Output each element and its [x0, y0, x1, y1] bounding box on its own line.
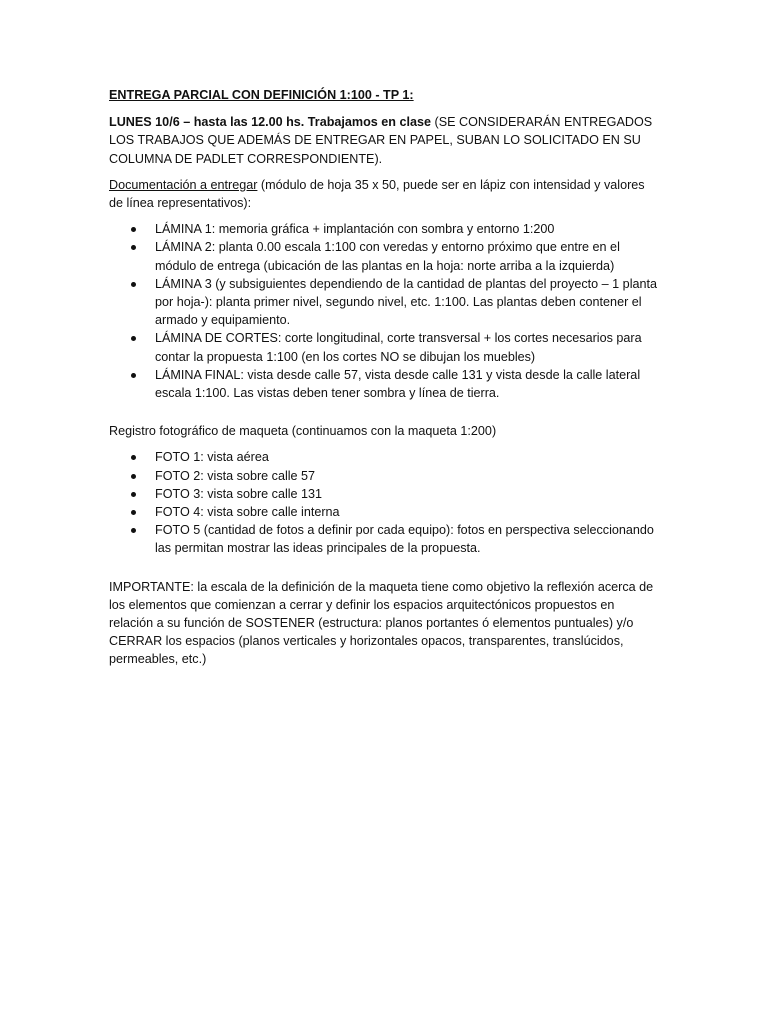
- list-item-text: LÁMINA 3 (y subsiguientes dependiendo de la cantidad de plantas del proyecto – 1 planta por hoja-): planta primer nivel, segundo nivel, etc. 1:100. Las plantas deben contener el armado y equipamiento.: [155, 276, 657, 328]
- important-paragraph: IMPORTANTE: la escala de la definición de la maqueta tiene como objetivo la reflexión acerca de los elementos que comienzan a cerrar y definir los espacios arquitectónicos propuestos en relación a su función de SOSTENER (estructura: planos portantes ó elementos puntuales) y/o CERRAR los espacios (planos verticales y horizontales opacos, transparentes, translúcidos, permeables, etc.): [109, 579, 654, 667]
- bullet-icon: [131, 227, 136, 232]
- list-item-text: FOTO 2: vista sobre calle 57: [155, 468, 316, 483]
- bullet-icon: [131, 492, 136, 497]
- bullet-icon: [131, 510, 136, 515]
- list-item: [109, 220, 661, 238]
- list-item-text: FOTO 4: vista sobre calle interna: [155, 505, 340, 520]
- list-item: [109, 503, 661, 521]
- list-item: [109, 485, 661, 503]
- list-item: [109, 521, 661, 557]
- documentation-list: [109, 220, 661, 402]
- delivery-text: (SE CONSIDERARÁN ENTREGADOS LOS TRABAJOS QUE ADEMÁS DE ENTREGAR EN PAPEL, SUBAN LO SOLICITADO EN SU COLUMNA DE PADLET CORRESPONDIENTE).: [109, 115, 653, 166]
- list-item-text: LÁMINA FINAL: vista desde calle 57, vista desde calle 131 y vista desde la calle lateral escala 1:100. Las vistas deben tener sombra y línea de tierra.: [155, 367, 641, 401]
- list-item-text: LÁMINA 1: memoria gráfica + implantación con sombra y entorno 1:200: [155, 222, 555, 237]
- document-heading: ENTREGA PARCIAL CON DEFINICIÓN 1:100 - TP 1:: [109, 88, 414, 102]
- list-item-text: FOTO 1: vista aérea: [155, 450, 269, 465]
- documentation-label: Documentación a entregar: [109, 177, 258, 192]
- photos-intro: Registro fotográfico de maqueta (continuamos con la maqueta 1:200): [109, 424, 497, 439]
- photos-list: [109, 448, 661, 557]
- bullet-icon: [131, 245, 136, 250]
- bullet-icon: [131, 455, 136, 460]
- list-item: [109, 467, 661, 485]
- bullet-icon: [131, 528, 136, 533]
- document-body: [109, 86, 661, 677]
- delivery-lead: LUNES 10/6 – hasta las 12.00 hs. Trabajamos en clase: [109, 115, 432, 130]
- list-item: [109, 238, 661, 274]
- list-item-text: FOTO 5 (cantidad de fotos a definir por cada equipo): fotos en perspectiva seleccionando las permitan mostrar las ideas principales de la propuesta.: [155, 523, 654, 556]
- list-item-text: LÁMINA 2: planta 0.00 escala 1:100 con veredas y entorno próximo que entre en el módulo de entrega (ubicación de las plantas en la hoja: norte arriba a la izquierda): [155, 240, 620, 273]
- list-item: [109, 275, 661, 330]
- list-item: [109, 329, 661, 365]
- documentation-text: (módulo de hoja 35 x 50, puede ser en lápiz con intensidad y valores de línea representativos):: [109, 177, 645, 211]
- list-item-text: LÁMINA DE CORTES: corte longitudinal, corte transversal + los cortes necesarios para contar la propuesta 1:100 (en los cortes NO se dibujan los muebles): [155, 331, 642, 364]
- bullet-icon: [131, 336, 136, 341]
- delivery-paragraph: [109, 113, 661, 168]
- bullet-icon: [131, 373, 136, 378]
- bullet-icon: [131, 282, 136, 287]
- documentation-paragraph: [109, 176, 661, 212]
- bullet-icon: [131, 474, 136, 479]
- list-item: [109, 448, 661, 466]
- list-item-text: FOTO 3: vista sobre calle 131: [155, 486, 323, 501]
- list-item: [109, 366, 661, 402]
